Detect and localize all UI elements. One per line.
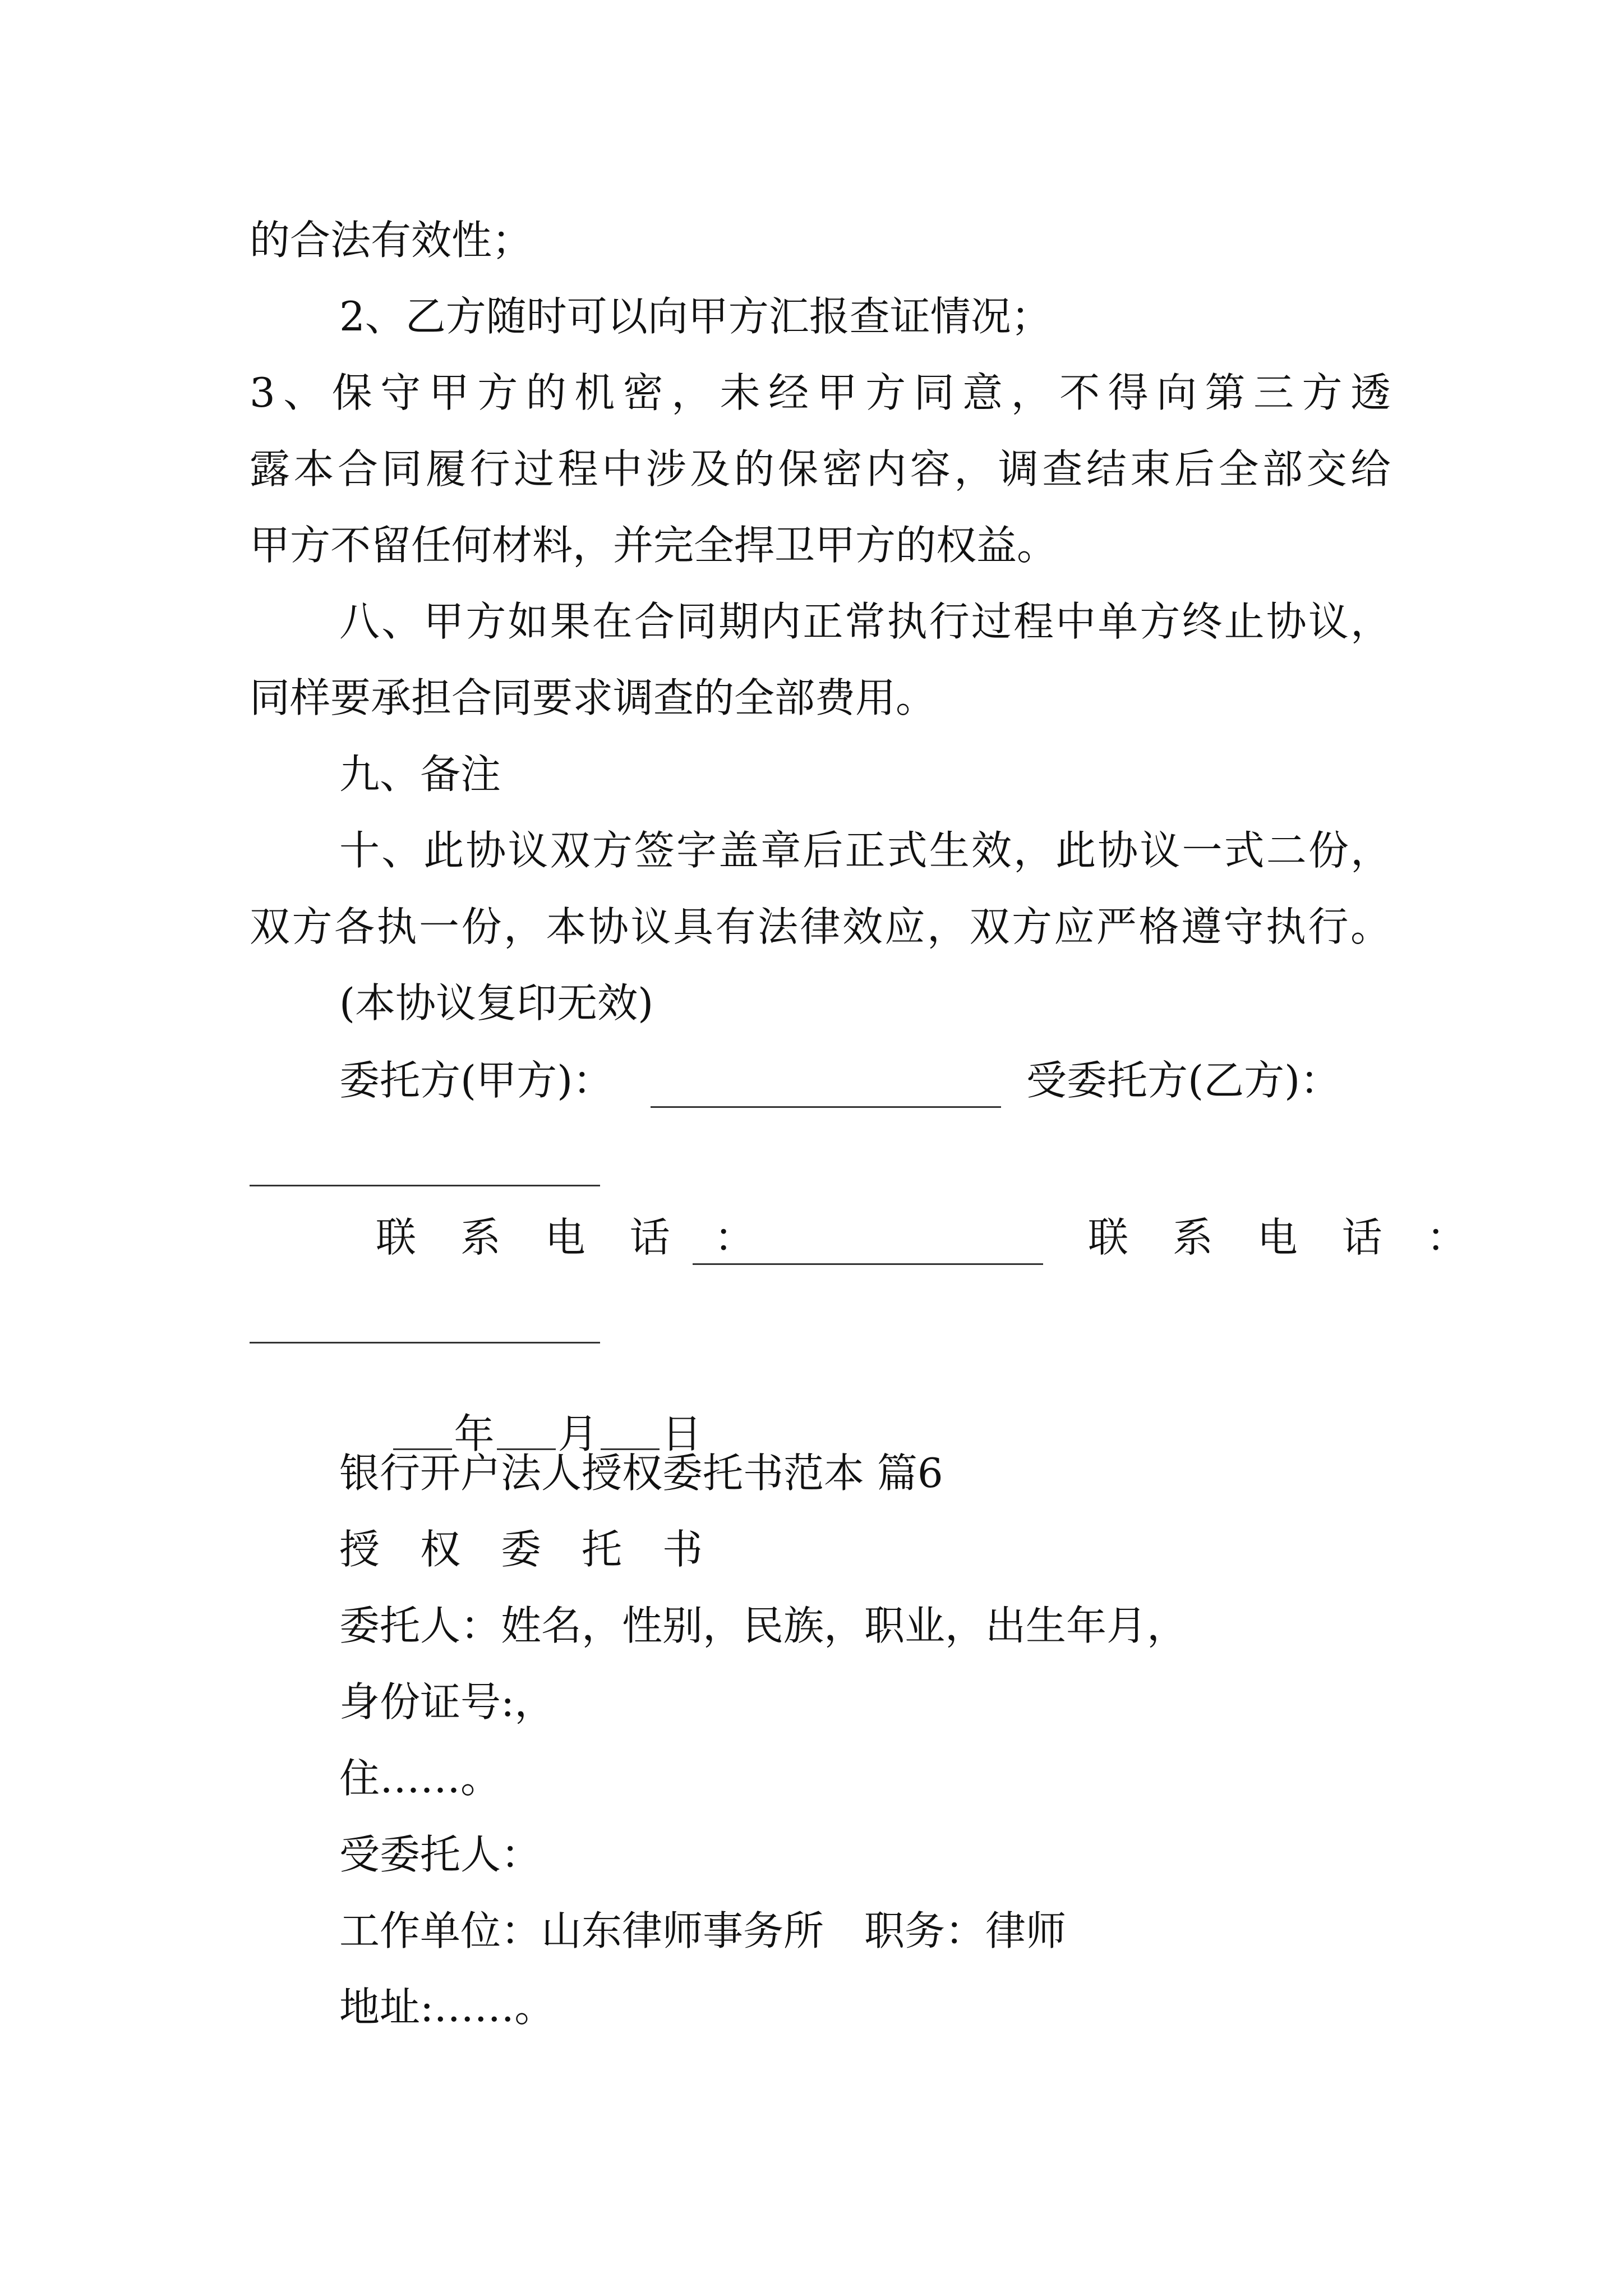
year-label: 年 (454, 1410, 495, 1457)
section-heading: 银行开户法人授权委托书范本 篇6 (339, 1450, 943, 1497)
party-a-signature-line (651, 1106, 1001, 1108)
paragraph-line: 同样要承担合同要求调查的全部费用。 (250, 674, 937, 721)
paragraph-line: 露本合同履行过程中涉及的保密内容，调查结束后全部交给 (250, 445, 1391, 493)
phone-a-line (693, 1263, 1043, 1265)
work-unit-line: 工作单位：山东律师事务所 职务：律师 (339, 1907, 1067, 1954)
phone-b-line (250, 1342, 600, 1343)
agent-address-line: 地址:……。 (339, 1984, 555, 2031)
day-label: 日 (661, 1410, 702, 1457)
party-b-label: 受委托方(乙方)： (1026, 1057, 1341, 1104)
agent-line: 受委托人： (339, 1831, 542, 1878)
paragraph-line: 八、甲方如果在合同期内正常执行过程中单方终止协议， (339, 598, 1391, 645)
phone-a-label: 联 系 电 话 ： (376, 1214, 771, 1261)
party-a-label: 委托方(甲方)： (339, 1057, 614, 1104)
paragraph-line: (本协议复印无效) (339, 979, 654, 1027)
principal-line: 委托人：姓名，性别，民族，职业，出生年月， (339, 1602, 1188, 1649)
paragraph-line: 甲方不留任何材料，并完全捍卫甲方的权益。 (250, 522, 1058, 569)
paragraph-line: 九、备注 (339, 751, 501, 798)
document-title: 授 权 委 托 书 (339, 1526, 703, 1573)
id-number-line: 身份证号:， (339, 1678, 555, 1726)
paragraph-line: 3、保守甲方的机密，未经甲方同意，不得向第三方透 (250, 369, 1391, 416)
paragraph-line: 的合法有效性； (250, 217, 533, 264)
paragraph-line: 2、乙方随时可以向甲方汇报查证情况； (339, 293, 1052, 340)
paragraph-line: 十、此协议双方签字盖章后正式生效，此协议一式二份， (339, 827, 1391, 874)
paragraph-line: 双方各执一份，本协议具有法律效应，双方应严格遵守执行。 (250, 903, 1391, 950)
month-label: 月 (557, 1410, 598, 1457)
party-b-signature-line (250, 1185, 600, 1186)
phone-b-label: 联 系 电 话 ： (1088, 1214, 1483, 1261)
address-line: 住……。 (339, 1755, 501, 1802)
